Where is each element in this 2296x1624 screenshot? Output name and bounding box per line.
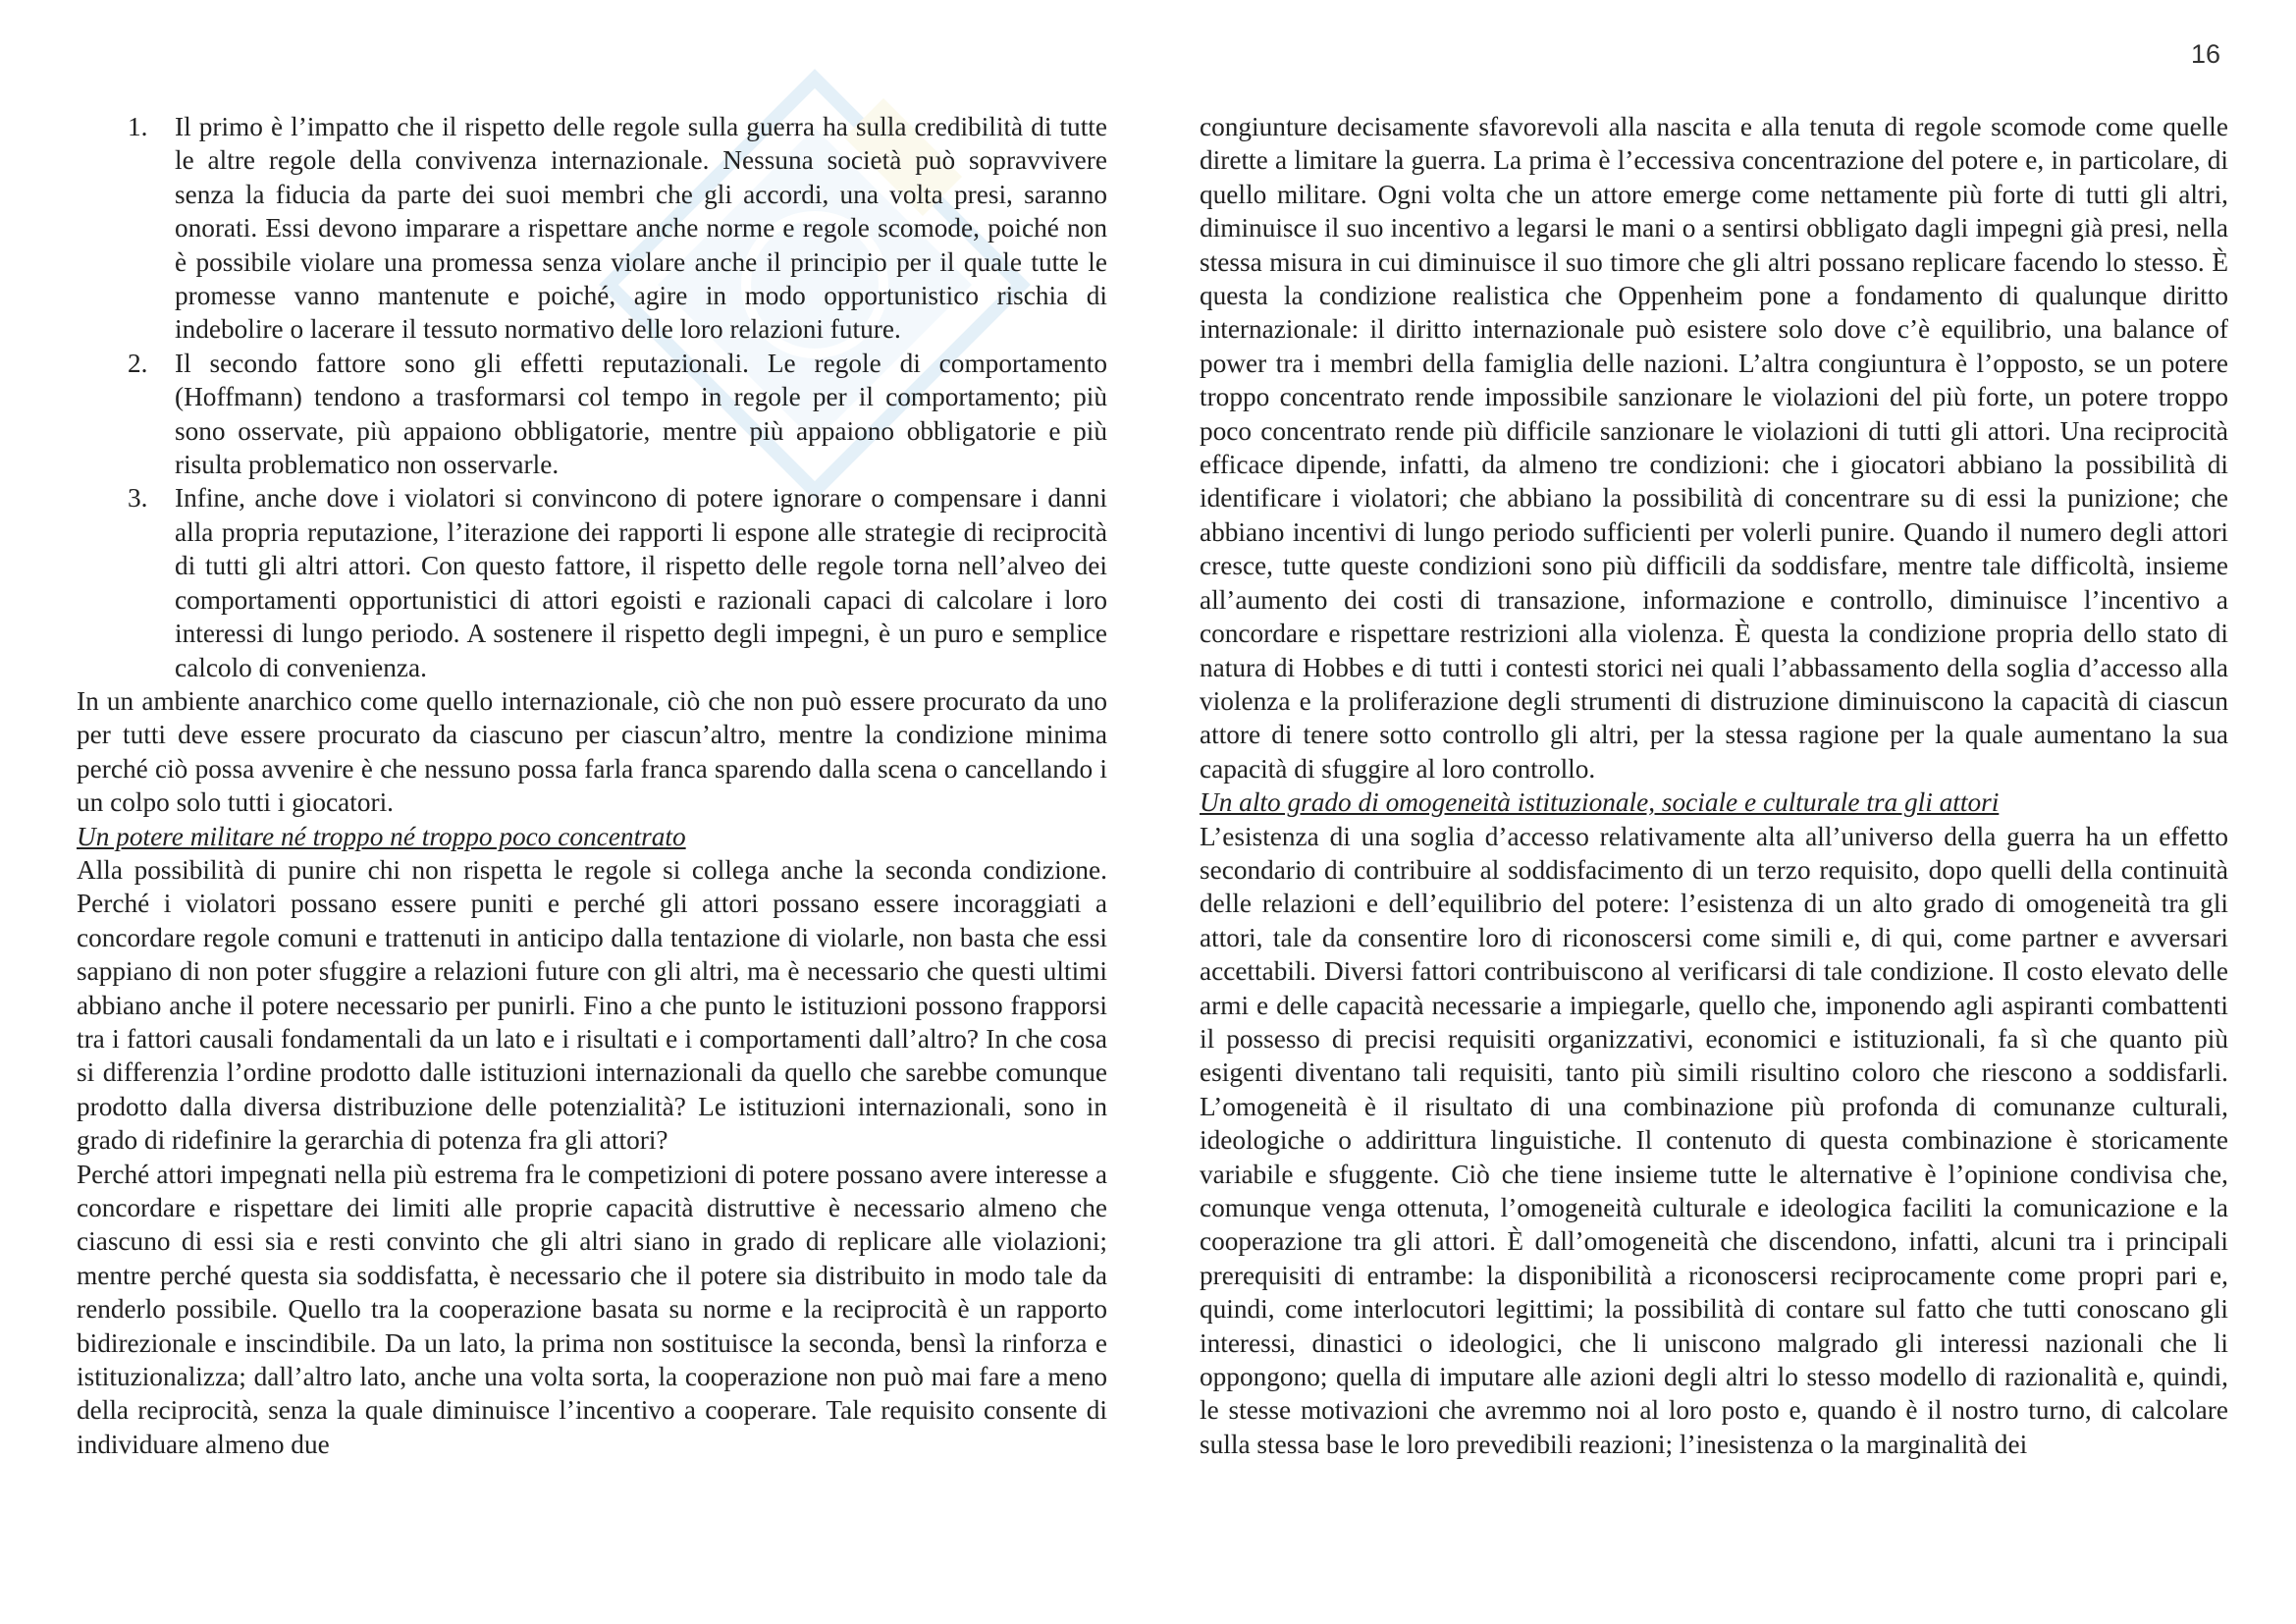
left-column xyxy=(77,110,1107,1461)
paragraph-conjunctures: congiunture decisamente sfavorevoli alla nascita e alla tenuta di regole scomode come quelle dirette a limitare la guerra. La prima è l’eccessiva concentrazione del potere e, in particolare, di quello militare. Ogni volta che un attore emerge come nettamente più forte di tutti gli altri, diminuisce il suo incentivo a legarsi le mani o a sentirsi obbligato dagli impegni già presi, nella stessa misura in cui diminuisce il suo timore che gli altri possano replicare facendo lo stesso. È questa la condizione realistica che Oppenheim pone a fondamento di qualunque diritto internazionale: il diritto internazionale può esistere solo dove c’è equilibrio, una balance of power tra i membri della famiglia delle nazioni. L’altra congiuntura è l’opposto, se un potere troppo concentrato rende impossibile sanzionare le violazioni del più forte, un potere troppo poco concentrato rende più difficile sanzionare le violazioni di tutti gli attori. Una reciprocità efficace dipende, infatti, da almeno tre condizioni: che i giocatori abbiano la possibilità di identificare i violatori; che abbiano la possibilità di concentrare su di essi la punizione; che abbiano incentivi di lungo periodo sufficienti per volerli punire. Quando il numero degli attori cresce, tutte queste condizioni sono più difficili da soddisfare, mentre tale difficoltà, insieme all’aumento dei costi di transazione, informazione e controllo, diminuisce l’incentivo a concordare e rispettare restrizioni alla violenza. È questa la condizione propria dello stato di natura di Hobbes e di tutti i contesti storici nei quali l’abbassamento della soglia d’accesso alla violenza e la proliferazione degli strumenti di distruzione diminuiscono la capacità di ciascun attore di tenere sotto controllo gli altri, per la stessa ragione per la quale aumentano la sua capacità di sfuggire al loro controllo. xyxy=(1200,112,2228,784)
page-number: 16 xyxy=(2191,39,2221,69)
paragraph-homogeneity: L’esistenza di una soglia d’accesso relativamente alta all’universo della guerra ha un effetto secondario di contribuire al soddisfacimento di un terzo requisito, dopo quelli della continuità delle relazioni e dell’equilibrio del potere: l’esistenza di un alto grado di omogeneità tra gli attori, tale da consentire loro di riconoscersi come simili e, di qui, come partner e avversari accettabili. Diversi fattori contribuiscono al verificarsi di tale condizione. Il costo elevato delle armi e delle capacità necessarie a impiegarle, quello che, imponendo agli aspiranti combattenti il possesso di precisi requisiti organizzativi, economici e istituzionali, fa sì che quanto più esigenti diventano tali requisiti, tanto più simili risultino coloro che riescono a soddisfarli. L’omogeneità è il risultato di una combinazione più profonda di comunanze culturali, ideologiche o addirittura linguistiche. Il contenuto di questa combinazione è storicamente variabile e sfuggente. Ciò che tiene insieme tutte le alternative è l’opinione condivisa che, comunque venga ottenuta, l’omogeneità culturale e ideologica faciliti la comunicazione e la cooperazione tra gli attori. È dall’omogeneità che discendono, infatti, alcuni tra i principali prerequisiti di entrambe: la disponibilità a riconoscersi reciprocamente come propri pari e, quindi, come interlocutori legittimi; la possibilità di contare sul fatto che tutti conoscano gli interessi, dinastici o ideologici, che li uniscono malgrado gli interessi nazionali che li oppongono; quella di imputare alle azioni degli altri lo stesso modello di razionalità e, quindi, le stesse motivazioni che avremmo noi al loro posto e, quando è il nostro turno, di calcolare sulla stessa base le loro prevedibili reazioni; l’inesistenza o la marginalità dei xyxy=(1200,821,2228,1459)
list-item-number: 2. xyxy=(128,348,148,378)
list-item xyxy=(77,110,1107,347)
section-heading-homogeneity: Un alto grado di omogeneità istituzionale, sociale e culturale tra gli attori xyxy=(1200,787,2000,818)
list-item-text: Il secondo fattore sono gli effetti reputazionali. Le regole di comportamento (Hoffmann) tendono a trasformarsi col tempo in regole per il comportamento; più sono osservate, più appaiono obbligatorie, mentre più appaiono obbligatorie e più risulta problematico non osservarle. xyxy=(175,348,1107,480)
right-column xyxy=(1200,110,2228,1461)
list-item-text: Il primo è l’impatto che il rispetto delle regole sulla guerra ha sulla credibilità di tutte le altre regole della convivenza internazionale. Nessuna società può sopravvivere senza la fiducia da parte dei suoi membri che gli accordi, una volta presi, saranno onorati. Essi devono imparare a rispettare anche norme e regole scomode, poiché non è possibile violare una promessa senza violare anche il principio per il quale tutte le promesse vanno mantenute e poiché, agire in modo opportunistico rischia di indebolire o lacerare il tessuto normativo delle loro relazioni future. xyxy=(175,112,1107,345)
list-item-text: Infine, anche dove i violatori si convincono di potere ignorare o compensare i danni alla propria reputazione, l’iterazione dei rapporti li espone alle strategie di reciprocità di tutti gli altri attori. Con questo fattore, il rispetto delle regole torna nell’alveo dei comportamenti opportunistici di attori egoisti e razionali capaci di calcolare i loro interessi di lungo periodo. A sostenere il rispetto degli impegni, è un puro e semplice calcolo di convenienza. xyxy=(175,483,1107,682)
list-item xyxy=(77,347,1107,482)
list-item xyxy=(77,481,1107,683)
paragraph-anarchy: In un ambiente anarchico come quello internazionale, ciò che non può essere procurato da uno per tutti deve essere procurato da ciascuno per ciascun’altro, mentre la condizione minima perché ciò possa avvenire è che nessuno possa farla franca sparendo dalla scena o cancellando i un colpo solo tutti i giocatori. xyxy=(77,685,1107,818)
paragraph-actors: Perché attori impegnati nella più estrema fra le competizioni di potere possano avere interesse a concordare e rispettare dei limiti alle proprie capacità distruttive è necessario almeno che ciascuno di essi sia e resti convinto che gli altri siano in grado di replicare alle violazioni; mentre perché questa sia soddisfatta, è necessario che il potere sia distribuito in modo tale da renderlo possibile. Quello tra la cooperazione basata su norme e la reciprocità è un rapporto bidirezionale e inscindibile. Da un lato, la prima non sostituisce la seconda, bensì la rinforza e istituzionalizza; dall’altro lato, anche una volta sorta, la cooperazione non può mai fare a meno della reciprocità, senza la quale diminuisce l’incentivo a cooperare. Tale requisito consente di individuare almeno due xyxy=(77,1159,1107,1459)
factors-list xyxy=(77,110,1107,684)
list-item-number: 3. xyxy=(128,483,148,514)
paragraph-punish: Alla possibilità di punire chi non rispetta le regole si collega anche la seconda condizione. Perché i violatori possano essere puniti e perché gli attori possano essere incoraggiati a concordare regole comuni e trattenuti in anticipo dalla tentazione di violarle, non basta che essi sappiano di non poter sfuggire a relazioni future con gli altri, ma è necessario che questi ultimi abbiano anche il potere necessario per punirli. Fino a che punto le istituzioni possono frapporsi tra i fattori causali fondamentali da un lato e i risultati e i comportamenti dall’altro? In che cosa si differenzia l’ordine prodotto dalle istituzioni internazionali da quello che sarebbe comunque prodotto dalla diversa distribuzione delle potenzialità? Le istituzioni internazionali, sono in grado di ridefinire la gerarchia di potenza fra gli attori? xyxy=(77,854,1107,1156)
section-heading-power: Un potere militare né troppo né troppo poco concentrato xyxy=(77,821,686,851)
list-item-number: 1. xyxy=(128,112,148,141)
